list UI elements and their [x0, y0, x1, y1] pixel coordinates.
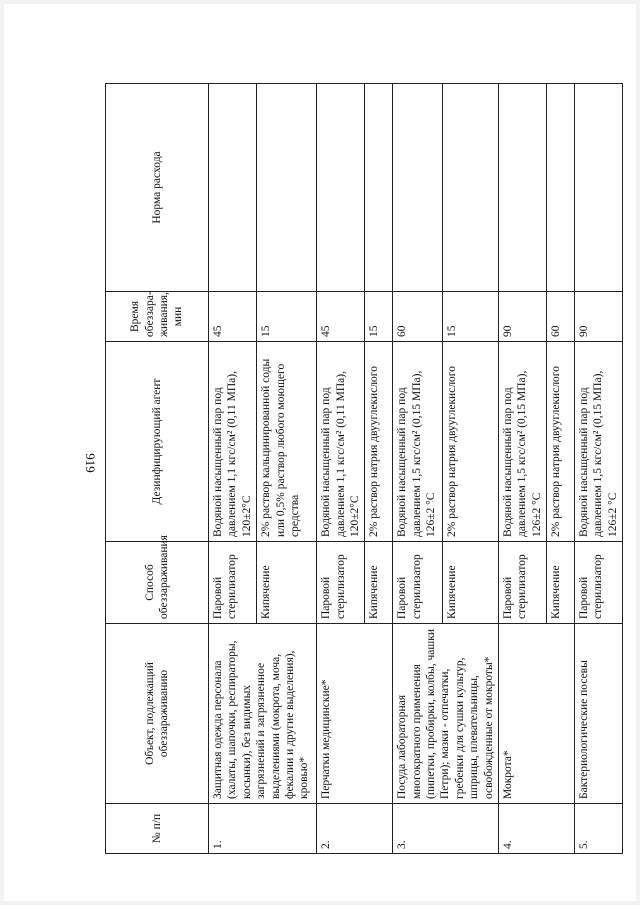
row-object: Бактериологические посевы: [575, 624, 623, 804]
row-method: Кипячение: [547, 542, 575, 624]
row-agent: Водяной насыщенный пар под давлением 1,1 кгс/см² (0,11 МПа), 120±2°С: [209, 342, 257, 542]
table-row: [317, 84, 365, 854]
table-row: [209, 84, 257, 854]
row-method: Паровой стерилизатор: [498, 542, 546, 624]
row-object: Защитная одежда персонала (халаты, шапочки, респираторы, косынки), без видимых загрязнений и загрязненное выделениями (мокрота, моча, фекалии и другие выделения), кровью*: [209, 624, 317, 804]
row-method: Паровой стерилизатор: [317, 542, 365, 624]
row-time: 90: [575, 292, 623, 342]
rotated-table-wrapper: [105, 84, 619, 854]
row-time: 15: [443, 292, 499, 342]
table-header-row: [106, 84, 209, 854]
row-agent: 2% раствор кальцинированной соды или 0,5% раствор любого моющего средства: [257, 342, 317, 542]
row-norm: [443, 84, 499, 292]
row-agent: Водяной насыщенный пар под давлением 1,1 кгс/см² (0,11 МПа), 120±2°С: [317, 342, 365, 542]
table-row: [575, 84, 623, 854]
header-object: Объект, подлежащий обеззараживанию: [106, 624, 209, 804]
row-object: Посуда лабораторная многократного применения (пипетки, пробирки, колбы, чашки Петри); мазки - отпечатки, гребенки для сушки культур, шприцы, плевательницы, освобожденные от мокроты*: [393, 624, 499, 804]
row-norm: [209, 84, 257, 292]
row-method: Паровой стерилизатор: [209, 542, 257, 624]
row-time: 15: [257, 292, 317, 342]
row-agent: Водяной насыщенный пар под давлением 1,5 кгс/см² (0,15 МПа), 126±2 °С: [575, 342, 623, 542]
row-number: 5.: [575, 804, 623, 854]
document-page: [4, 4, 636, 901]
row-number: 4.: [498, 804, 574, 854]
row-time: 45: [209, 292, 257, 342]
header-num: № п/п: [106, 804, 209, 854]
row-agent: 2% раствор натрия двууглекислого: [365, 342, 393, 542]
row-object: Мокрота*: [498, 624, 574, 804]
row-method: Кипячение: [257, 542, 317, 624]
row-norm: [393, 84, 443, 292]
row-time: 60: [547, 292, 575, 342]
row-norm: [317, 84, 365, 292]
row-number: 2.: [317, 804, 393, 854]
header-method: Способ обеззараживания: [106, 542, 209, 624]
page-number: 919: [83, 453, 98, 473]
row-agent: 2% раствор натрия двууглекислого: [443, 342, 499, 542]
row-object: Перчатки медицинские*: [317, 624, 393, 804]
row-method: Паровой стерилизатор: [393, 542, 443, 624]
row-norm: [365, 84, 393, 292]
row-number: 1.: [209, 804, 317, 854]
row-time: 45: [317, 292, 365, 342]
header-time: Время обеззара-живания, мин: [106, 292, 209, 342]
row-time: 90: [498, 292, 546, 342]
row-norm: [547, 84, 575, 292]
row-method: Паровой стерилизатор: [575, 542, 623, 624]
table-row: [498, 84, 546, 854]
row-method: Кипячение: [443, 542, 499, 624]
header-agent: Дезинфицирующий агент: [106, 342, 209, 542]
row-agent: 2% раствор натрия двууглекислого: [547, 342, 575, 542]
row-agent: Водяной насыщенный пар под давлением 1,5 кгс/см² (0,15 МПа), 126±2 °С: [393, 342, 443, 542]
disinfection-table: [105, 83, 623, 854]
table-row: [393, 84, 443, 854]
row-time: 15: [365, 292, 393, 342]
row-agent: Водяной насыщенный пар под давлением 1,5 кгс/см² (0,15 МПа), 126±2 °С: [498, 342, 546, 542]
row-time: 60: [393, 292, 443, 342]
header-norm: Норма расхода: [106, 84, 209, 292]
row-norm: [498, 84, 546, 292]
row-number: 3.: [393, 804, 499, 854]
row-norm: [257, 84, 317, 292]
row-method: Кипячение: [365, 542, 393, 624]
row-norm: [575, 84, 623, 292]
